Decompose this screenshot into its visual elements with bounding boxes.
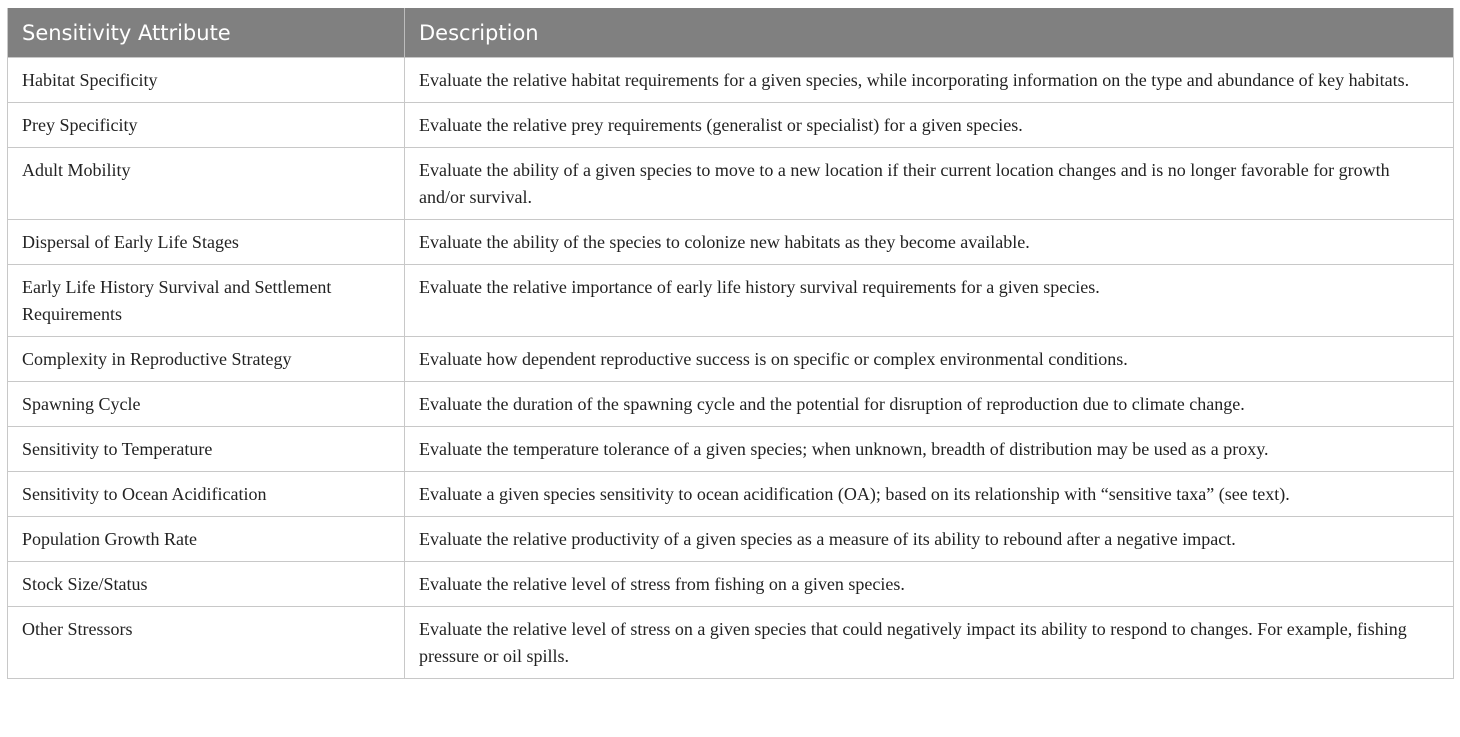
sensitivity-attributes-table xyxy=(7,8,1454,679)
description-cell: Evaluate the relative importance of early life history survival requirements for a given species. xyxy=(405,265,1454,337)
description-cell: Evaluate the relative level of stress from fishing on a given species. xyxy=(405,562,1454,607)
table-row xyxy=(8,517,1454,562)
header-description: Description xyxy=(405,8,1454,58)
description-cell: Evaluate the relative productivity of a given species as a measure of its ability to rebound after a negative impact. xyxy=(405,517,1454,562)
attribute-cell: Other Stressors xyxy=(8,607,405,679)
description-cell: Evaluate the duration of the spawning cycle and the potential for disruption of reproduction due to climate change. xyxy=(405,382,1454,427)
table-row xyxy=(8,337,1454,382)
description-cell: Evaluate the ability of the species to colonize new habitats as they become available. xyxy=(405,220,1454,265)
attribute-cell: Spawning Cycle xyxy=(8,382,405,427)
header-sensitivity-attribute: Sensitivity Attribute xyxy=(8,8,405,58)
description-cell: Evaluate the relative prey requirements (generalist or specialist) for a given species. xyxy=(405,103,1454,148)
attribute-cell: Habitat Specificity xyxy=(8,58,405,103)
table-row xyxy=(8,562,1454,607)
description-cell: Evaluate how dependent reproductive success is on specific or complex environmental conditions. xyxy=(405,337,1454,382)
description-cell: Evaluate a given species sensitivity to ocean acidification (OA); based on its relationship with “sensitive taxa” (see text). xyxy=(405,472,1454,517)
table-row xyxy=(8,58,1454,103)
description-cell: Evaluate the relative habitat requirements for a given species, while incorporating information on the type and abundance of key habitats. xyxy=(405,58,1454,103)
description-cell: Evaluate the ability of a given species to move to a new location if their current location changes and is no longer favorable for growth and/or survival. xyxy=(405,148,1454,220)
table-row xyxy=(8,382,1454,427)
attribute-cell: Sensitivity to Temperature xyxy=(8,427,405,472)
description-cell: Evaluate the relative level of stress on a given species that could negatively impact its ability to respond to changes. For example, fishing pressure or oil spills. xyxy=(405,607,1454,679)
table-row xyxy=(8,472,1454,517)
attribute-cell: Early Life History Survival and Settlement Requirements xyxy=(8,265,405,337)
table-row xyxy=(8,148,1454,220)
attribute-cell: Stock Size/Status xyxy=(8,562,405,607)
attribute-cell: Adult Mobility xyxy=(8,148,405,220)
attribute-cell: Prey Specificity xyxy=(8,103,405,148)
table-header-row xyxy=(8,8,1454,58)
table-row xyxy=(8,427,1454,472)
attribute-cell: Complexity in Reproductive Strategy xyxy=(8,337,405,382)
table-row xyxy=(8,220,1454,265)
attribute-cell: Sensitivity to Ocean Acidification xyxy=(8,472,405,517)
table-row xyxy=(8,103,1454,148)
description-cell: Evaluate the temperature tolerance of a given species; when unknown, breadth of distribution may be used as a proxy. xyxy=(405,427,1454,472)
table-row xyxy=(8,265,1454,337)
attribute-cell: Population Growth Rate xyxy=(8,517,405,562)
attribute-cell: Dispersal of Early Life Stages xyxy=(8,220,405,265)
table-row xyxy=(8,607,1454,679)
